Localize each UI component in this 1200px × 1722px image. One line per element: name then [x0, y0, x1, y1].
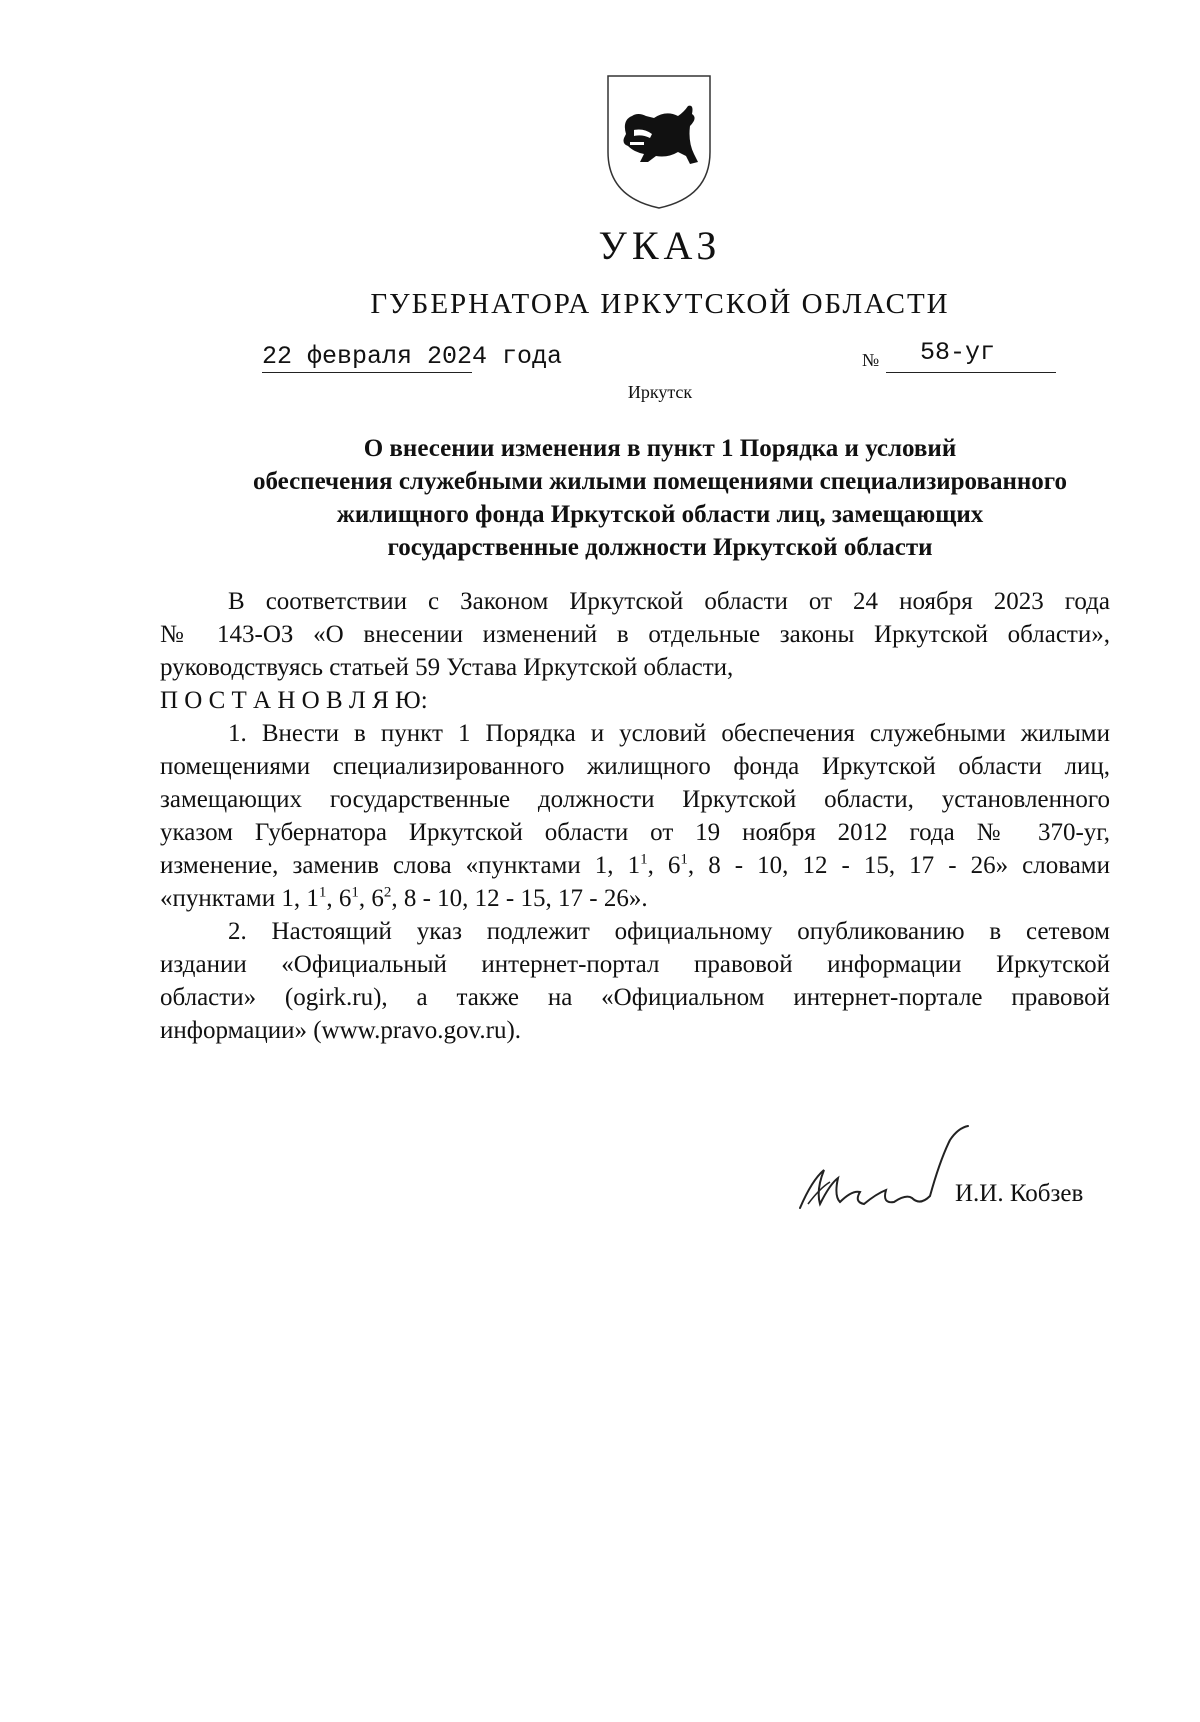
text-segment: , 8 - 10, 12 - 15, 17 - 26» словами	[687, 852, 1111, 879]
text-segment: , 6	[647, 852, 681, 879]
text-segment: «пунктами 1, 1	[160, 885, 319, 912]
text-segment: , 6	[358, 885, 384, 912]
body-line	[160, 882, 1110, 915]
heading-line: обеспечения служебными жилыми помещениями специализированного	[253, 468, 1067, 495]
body-line: 2. Настоящий указ подлежит официальному опубликованию в сетевом	[228, 918, 1110, 945]
document-number: 58-уг	[920, 338, 996, 367]
heading-line: жилищного фонда Иркутской области лиц, замещающих	[336, 501, 984, 528]
body-line: замещающих государственные должности Иркутской области, установленного	[160, 786, 1110, 813]
decree-word: П О С Т А Н О В Л Я Ю:	[160, 687, 428, 714]
text-segment: , 8 - 10, 12 - 15, 17 - 26».	[391, 885, 648, 912]
body-line: В соответствии с Законом Иркутской области от 24 ноября 2023 года	[228, 588, 1110, 615]
date-underline	[262, 372, 472, 373]
superscript: 1	[318, 884, 327, 901]
coat-of-arms-emblem	[604, 72, 714, 212]
text-segment: изменение, заменив слова «пунктами 1, 1	[160, 852, 641, 879]
city: Иркутск	[627, 382, 693, 402]
body-line: руководствуясь статьей 59 Устава Иркутской области,	[160, 654, 734, 681]
signer-name: И.И. Кобзев	[955, 1180, 1084, 1207]
body-line: издании «Официальный интернет-портал правовой информации Иркутской	[160, 951, 1110, 978]
heading-line: государственные должности Иркутской области	[387, 534, 933, 561]
text-segment: , 6	[326, 885, 352, 912]
body-line: 1. Внести в пункт 1 Порядка и условий обеспечения служебными жилыми	[228, 720, 1110, 747]
number-underline	[886, 372, 1056, 373]
document-title: УКАЗ	[598, 223, 722, 268]
body-line: области» (ogirk.ru), а также на «Официальном интернет-портале правовой	[160, 984, 1110, 1011]
body-line: помещениями специализированного жилищного фонда Иркутской области лиц,	[160, 753, 1110, 780]
number-sign: №	[862, 350, 880, 370]
superscript: 1	[640, 851, 648, 868]
document-body	[160, 585, 1110, 1047]
body-line: № 143-ОЗ «О внесении изменений в отдельные законы Иркутской области»,	[160, 621, 1110, 648]
handwritten-signature	[790, 1120, 970, 1220]
heading-line: О внесении изменения в пункт 1 Порядка и условий	[363, 435, 957, 462]
body-line: указом Губернатора Иркутской области от 19 ноября 2012 года № 370-уг,	[160, 819, 1110, 846]
body-line: информации» (www.pravo.gov.ru).	[160, 1017, 522, 1044]
superscript: 1	[680, 851, 688, 868]
body-line	[160, 849, 1110, 882]
issuer-title: ГУБЕРНАТОРА ИРКУТСКОЙ ОБЛАСТИ	[370, 288, 950, 320]
document-heading	[170, 432, 1150, 564]
superscript: 2	[383, 884, 392, 901]
superscript: 1	[351, 884, 359, 901]
document-date: 22 февраля 2024 года	[262, 342, 563, 371]
